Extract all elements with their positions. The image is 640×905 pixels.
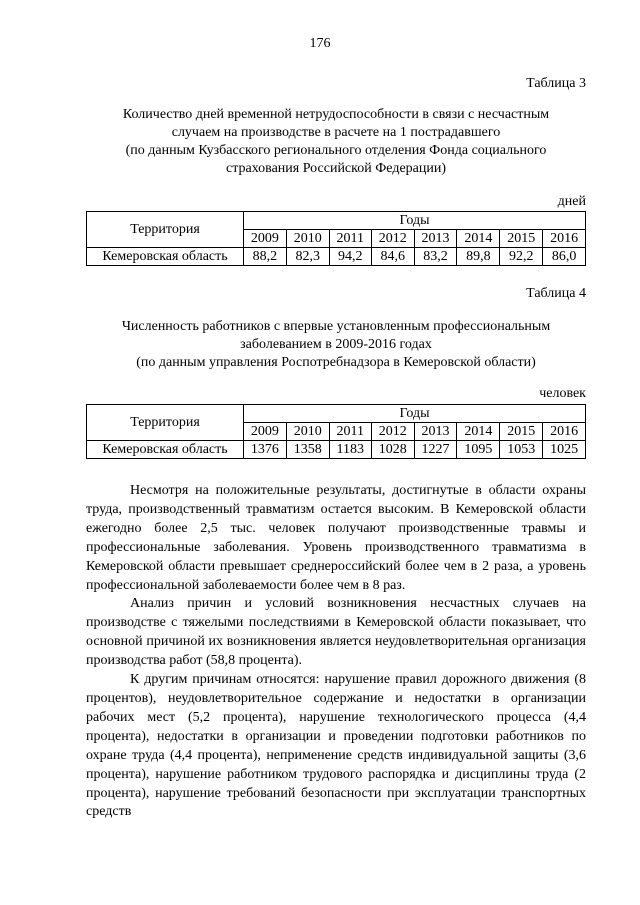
value-cell: 84,6	[371, 248, 414, 266]
table3-caption-line: случаем на производстве в расчете на 1 пострадавшего	[171, 125, 501, 140]
paragraph: Несмотря на положительные результаты, достигнутые в области охраны труда, производственный травматизм остается высоким. В Кемеровской области ежегодно более 2,5 тыс. человек получают производственные травмы и профессиональные заболевания. Уровень производственного травматизма в Кемеровской области превышает среднероссийский более чем в 2 раза, а уровень профессиональной заболеваемости более чем в 8 раз.	[86, 483, 586, 593]
table4-unit: человек	[539, 386, 586, 401]
table3	[86, 211, 586, 266]
value-cell: 89,8	[457, 248, 500, 266]
table3-label: Таблица 3	[526, 76, 586, 91]
table4-caption-line: (по данным управления Роспотребнадзора в Кемеровской области)	[136, 355, 536, 370]
year-cell: 2012	[371, 423, 414, 441]
table-header-row	[87, 405, 586, 423]
year-cell: 2009	[244, 230, 287, 248]
table-row	[87, 441, 586, 459]
value-cell: 1095	[457, 441, 500, 459]
year-cell: 2014	[457, 230, 500, 248]
row-label: Кемеровская область	[87, 441, 244, 459]
table3-caption	[86, 106, 586, 178]
table-header-row	[87, 212, 586, 230]
table3-caption-line: страхования Российской Федерации)	[225, 161, 447, 176]
year-cell: 2013	[414, 423, 457, 441]
value-cell: 83,2	[414, 248, 457, 266]
year-cell: 2011	[329, 230, 371, 248]
year-cell: 2011	[329, 423, 371, 441]
body-text	[86, 482, 586, 822]
table3-caption-line: (по данным Кузбасского регионального отделения Фонда социального	[125, 143, 547, 158]
year-cell: 2012	[371, 230, 414, 248]
value-cell: 1053	[500, 441, 543, 459]
paragraph: Анализ причин и условий возникновения несчастных случаев на производстве с тяжелыми последствиями в Кемеровской области показывает, что основной причиной их возникновения является неудовлетворительная организация производства работ (58,8 процента).	[86, 596, 586, 669]
year-cell: 2009	[244, 423, 287, 441]
header-years: Годы	[244, 405, 586, 423]
value-cell: 1028	[371, 441, 414, 459]
year-cell: 2016	[543, 423, 586, 441]
table4	[86, 404, 586, 459]
value-cell: 88,2	[244, 248, 287, 266]
value-cell: 94,2	[329, 248, 371, 266]
year-cell: 2016	[543, 230, 586, 248]
table4-caption-line: Численность работников с впервые установленным профессиональным	[121, 319, 551, 334]
paragraph: К другим причинам относятся: нарушение правил дорожного движения (8 процентов), неудовлетворительное содержание и недостатки в организации рабочих мест (5,2 процента), нарушение технологического процесса (4,4 процента), недостатки в организации и проведении подготовки работников по охране труда (4,4 процента), неприменение средств индивидуальной защиты (3,6 процента), нарушение работником трудового распорядка и дисциплины труда (2 процента), нарушение требований безопасности при эксплуатации транспортных средств	[86, 672, 586, 820]
value-cell: 82,3	[286, 248, 329, 266]
page-number: 176	[309, 36, 331, 51]
table4-caption-line: заболеванием в 2009-2016 годах	[240, 337, 432, 352]
table4-label: Таблица 4	[526, 286, 586, 301]
table-row	[87, 248, 586, 266]
header-territory: Территория	[87, 212, 244, 248]
year-cell: 2013	[414, 230, 457, 248]
value-cell: 1183	[329, 441, 371, 459]
value-cell: 92,2	[500, 248, 543, 266]
value-cell: 1227	[414, 441, 457, 459]
value-cell: 1358	[286, 441, 329, 459]
value-cell: 86,0	[543, 248, 586, 266]
header-years: Годы	[244, 212, 586, 230]
value-cell: 1025	[543, 441, 586, 459]
table3-caption-line: Количество дней временной нетрудоспособности в связи с несчастным	[122, 107, 550, 122]
year-cell: 2010	[286, 423, 329, 441]
header-territory: Территория	[87, 405, 244, 441]
value-cell: 1376	[244, 441, 287, 459]
year-cell: 2015	[500, 423, 543, 441]
year-cell: 2014	[457, 423, 500, 441]
table3-unit: дней	[557, 194, 586, 209]
year-cell: 2015	[500, 230, 543, 248]
row-label: Кемеровская область	[87, 248, 244, 266]
table4-caption	[86, 318, 586, 372]
year-cell: 2010	[286, 230, 329, 248]
